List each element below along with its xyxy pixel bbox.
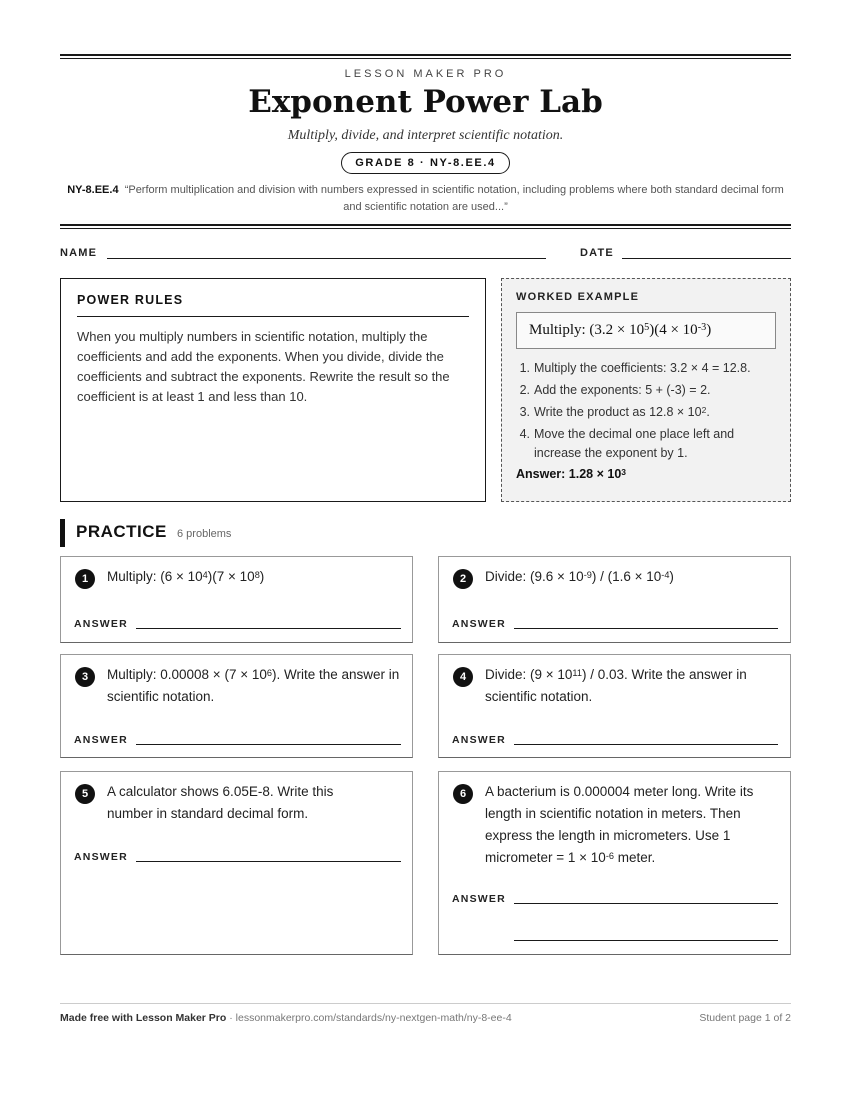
- worked-example-title: WORKED EXAMPLE: [516, 291, 640, 303]
- answer-label: ANSWER: [74, 618, 128, 630]
- worked-example-problem: [516, 312, 776, 349]
- problem-text: [485, 781, 782, 869]
- exponent: 2: [701, 405, 707, 416]
- problem-text-part: Multiply: 0.00008 × (7 × 10: [107, 667, 267, 682]
- problem-text: [107, 566, 400, 588]
- step-number: 2.: [519, 383, 530, 397]
- answer-field[interactable]: [514, 903, 778, 904]
- step-number: 4.: [519, 427, 530, 441]
- worked-example-answer: [516, 467, 776, 481]
- exponent: -6: [605, 850, 614, 861]
- example-step: [516, 425, 776, 463]
- answer-label: ANSWER: [452, 734, 506, 746]
- exponent: -9: [583, 569, 592, 580]
- problem-number-badge: 3: [75, 667, 95, 687]
- problem-number-badge: 1: [75, 569, 95, 589]
- problem-card-6: [438, 771, 791, 955]
- header-bottom-rule: [60, 224, 791, 229]
- grade-badge: GRADE 8 · NY-8.EE.4: [341, 152, 509, 174]
- problem-text-part: ). Write the answer in scientific notation.: [107, 667, 400, 704]
- answer-field[interactable]: [514, 628, 778, 629]
- step-text: Multiply the coefficients: 3.2 × 4 = 12.8.: [534, 361, 751, 375]
- step-text: Move the decimal one place left and increase the exponent by 1.: [534, 427, 735, 460]
- practice-count: 6 problems: [177, 528, 232, 540]
- answer-label: ANSWER: [74, 851, 128, 863]
- footer-page-number: Student page 1 of 2: [699, 1012, 791, 1024]
- exponent: 5: [644, 322, 650, 334]
- step-text-part: .: [706, 405, 710, 419]
- problem-card-1: [60, 556, 413, 643]
- step-text: [534, 403, 710, 422]
- footer-made-with: Made free with Lesson Maker Pro: [60, 1012, 227, 1024]
- exponent: 11: [572, 667, 582, 678]
- problem-text-part: A bacterium is 0.000004 meter long. Write its length in scientific notation in meters. Then express the length in micrometers. Use 1 micrometer = 1 × 10: [485, 784, 754, 865]
- header-top-rule: [60, 54, 791, 59]
- practice-accent-bar: [60, 519, 65, 547]
- answer-label: ANSWER: [452, 618, 506, 630]
- problem-text: Multiply: (3.2 × 10: [529, 322, 645, 338]
- answer-field[interactable]: [136, 628, 401, 629]
- worksheet-page: [60, 0, 791, 1100]
- standard-description: [60, 182, 791, 216]
- answer-label: ANSWER: [452, 893, 506, 905]
- step-text-part: Write the product as 12.8 × 10: [534, 405, 702, 419]
- step-number: 3.: [519, 405, 530, 419]
- problem-text-part: )(7 × 10: [207, 569, 255, 584]
- brand-name: LESSON MAKER PRO: [344, 68, 507, 80]
- problem-text-part: ): [669, 569, 674, 584]
- problem-text-part: meter.: [613, 850, 656, 865]
- exponent: 3: [621, 467, 627, 478]
- practice-title: PRACTICE: [76, 522, 167, 541]
- footer-rule: [60, 1003, 791, 1004]
- name-label: NAME: [60, 247, 98, 259]
- exponent: -3: [697, 322, 707, 334]
- problem-text: ): [706, 322, 712, 338]
- standard-code: NY-8.EE.4: [67, 184, 119, 196]
- footer-credit: [60, 1012, 512, 1024]
- problem-card-3: [60, 654, 413, 758]
- problem-text: [485, 566, 778, 588]
- problem-number-badge: 2: [453, 569, 473, 589]
- problem-text-part: ): [259, 569, 265, 584]
- problem-text-part: Multiply: (6 × 10: [107, 569, 203, 584]
- step-number: 1.: [519, 361, 530, 375]
- problem-number-badge: 4: [453, 667, 473, 687]
- problem-number-badge: 5: [75, 784, 95, 804]
- power-rules-box: [60, 278, 486, 502]
- step-text: Add the exponents: 5 + (-3) = 2.: [534, 383, 711, 397]
- page-subtitle: Multiply, divide, and interpret scientific notation.: [287, 128, 564, 143]
- answer-text: Answer: 1.28 × 10: [516, 467, 622, 481]
- problem-text: [107, 664, 400, 708]
- date-label: DATE: [580, 247, 614, 259]
- problem-text-part: Divide: (9.6 × 10: [485, 569, 584, 584]
- problem-card-2: [438, 556, 791, 643]
- problem-text: A calculator shows 6.05E-8. Write this number in standard decimal form.: [107, 784, 334, 821]
- example-step: [516, 359, 776, 378]
- power-rules-title: POWER RULES: [77, 293, 469, 317]
- footer-url[interactable]: · lessonmakerpro.com/standards/ny-nextgen-math/ny-8-ee-4: [226, 1012, 512, 1024]
- exponent: 4: [202, 569, 208, 580]
- problem-text: )(4 × 10: [649, 322, 698, 338]
- exponent: -4: [661, 569, 670, 580]
- answer-field[interactable]: [514, 744, 778, 745]
- standard-text: “Perform multiplication and division with numbers expressed in scientific notation, including problems where both standard decimal form and scientific notation are used...”: [124, 184, 784, 213]
- answer-field-second-line[interactable]: [514, 940, 778, 941]
- exponent: 6: [266, 667, 272, 678]
- name-field[interactable]: [107, 258, 546, 259]
- example-step: [516, 381, 776, 400]
- problem-card-4: [438, 654, 791, 758]
- problem-text: [485, 664, 778, 708]
- power-rules-text: When you multiply numbers in scientific notation, multiply the coefficients and add the exponents. When you divide, divide the coefficients and subtract the exponents. Rewrite the result so the coefficient is at least 1 and less than 10.: [77, 329, 450, 404]
- problem-text-part: ) / (1.6 × 10: [591, 569, 662, 584]
- answer-field[interactable]: [136, 744, 401, 745]
- problem-text-part: ) / 0.03. Write the answer in scientific notation.: [485, 667, 747, 704]
- date-field[interactable]: [622, 258, 791, 259]
- problem-card-5: [60, 771, 413, 955]
- problem-text-part: Divide: (9 × 10: [485, 667, 573, 682]
- worked-example-box: [501, 278, 791, 502]
- answer-label: ANSWER: [74, 734, 128, 746]
- page-title: Exponent Power Lab: [248, 84, 603, 120]
- worked-example-steps: [516, 359, 776, 463]
- example-step: [516, 403, 776, 422]
- problem-number-badge: 6: [453, 784, 473, 804]
- exponent: 8: [254, 569, 260, 580]
- answer-field[interactable]: [136, 861, 401, 862]
